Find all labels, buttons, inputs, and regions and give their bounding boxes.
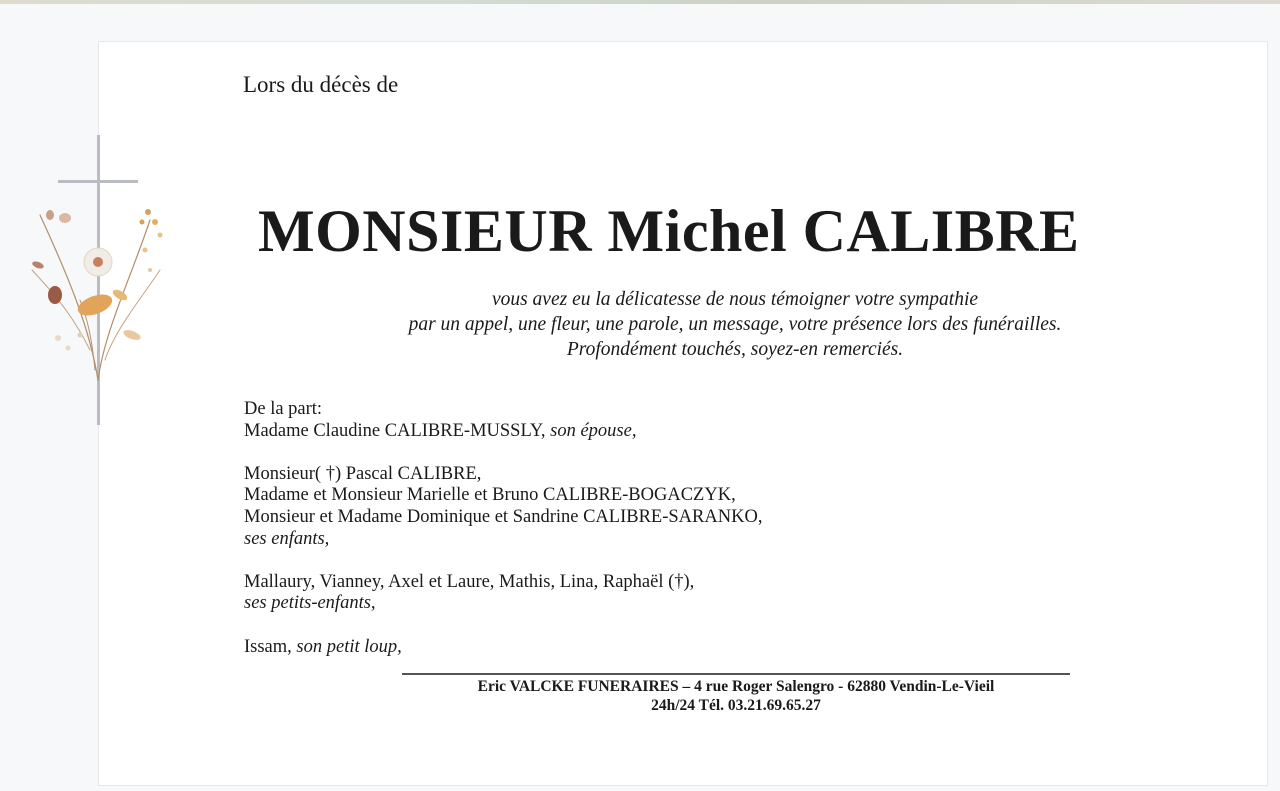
thanks-message xyxy=(330,287,1140,362)
other-role: son petit loup, xyxy=(296,636,402,657)
other-line xyxy=(244,637,762,659)
family-heading: De la part: xyxy=(244,399,323,419)
other-name: Issam, xyxy=(244,636,292,657)
cross-icon xyxy=(58,135,138,425)
grandchildren-role: ses petits-enfants, xyxy=(244,593,376,614)
dried-flowers-icon xyxy=(31,209,162,380)
funeral-home-footer xyxy=(402,677,1070,715)
funeral-home-phone: 24h/24 Tél. 03.21.69.65.27 xyxy=(651,697,821,714)
footer-divider xyxy=(402,673,1070,675)
spacer xyxy=(244,442,762,464)
scan-top-edge xyxy=(0,0,1280,4)
deceased-name: MONSIEUR Michel CALIBRE xyxy=(258,198,1080,264)
spouse-line xyxy=(244,421,762,443)
funeral-home-address: Eric VALCKE FUNERAIRES – 4 rue Roger Salengro - 62880 Vendin-Le-Vieil xyxy=(477,678,995,695)
child-line: Madame et Monsieur Marielle et Bruno CALIBRE-BOGACZYK, xyxy=(244,485,736,506)
children-role: ses enfants, xyxy=(244,528,330,549)
child-line: Monsieur et Madame Dominique et Sandrine CALIBRE-SARANKO, xyxy=(244,506,763,527)
spacer xyxy=(244,550,762,572)
thanks-line: vous avez eu la délicatesse de nous témoigner votre sympathie xyxy=(491,289,979,310)
cross-with-flowers-icon xyxy=(20,130,170,430)
spouse-name: Madame Claudine CALIBRE-MUSSLY, xyxy=(244,420,546,441)
grandchildren-line: Mallaury, Vianney, Axel et Laure, Mathis, Lina, Raphaël (†), xyxy=(244,571,695,592)
thanks-line: par un appel, une fleur, une parole, un message, votre présence lors des funérailles. xyxy=(408,314,1062,335)
spouse-role: son épouse, xyxy=(550,420,637,441)
child-line: Monsieur( †) Pascal CALIBRE, xyxy=(244,463,482,484)
family-list xyxy=(244,399,762,658)
thanks-line: Profondément touchés, soyez-en remerciés. xyxy=(566,339,904,360)
intro-text: Lors du décès de xyxy=(243,72,399,97)
spacer xyxy=(244,615,762,637)
